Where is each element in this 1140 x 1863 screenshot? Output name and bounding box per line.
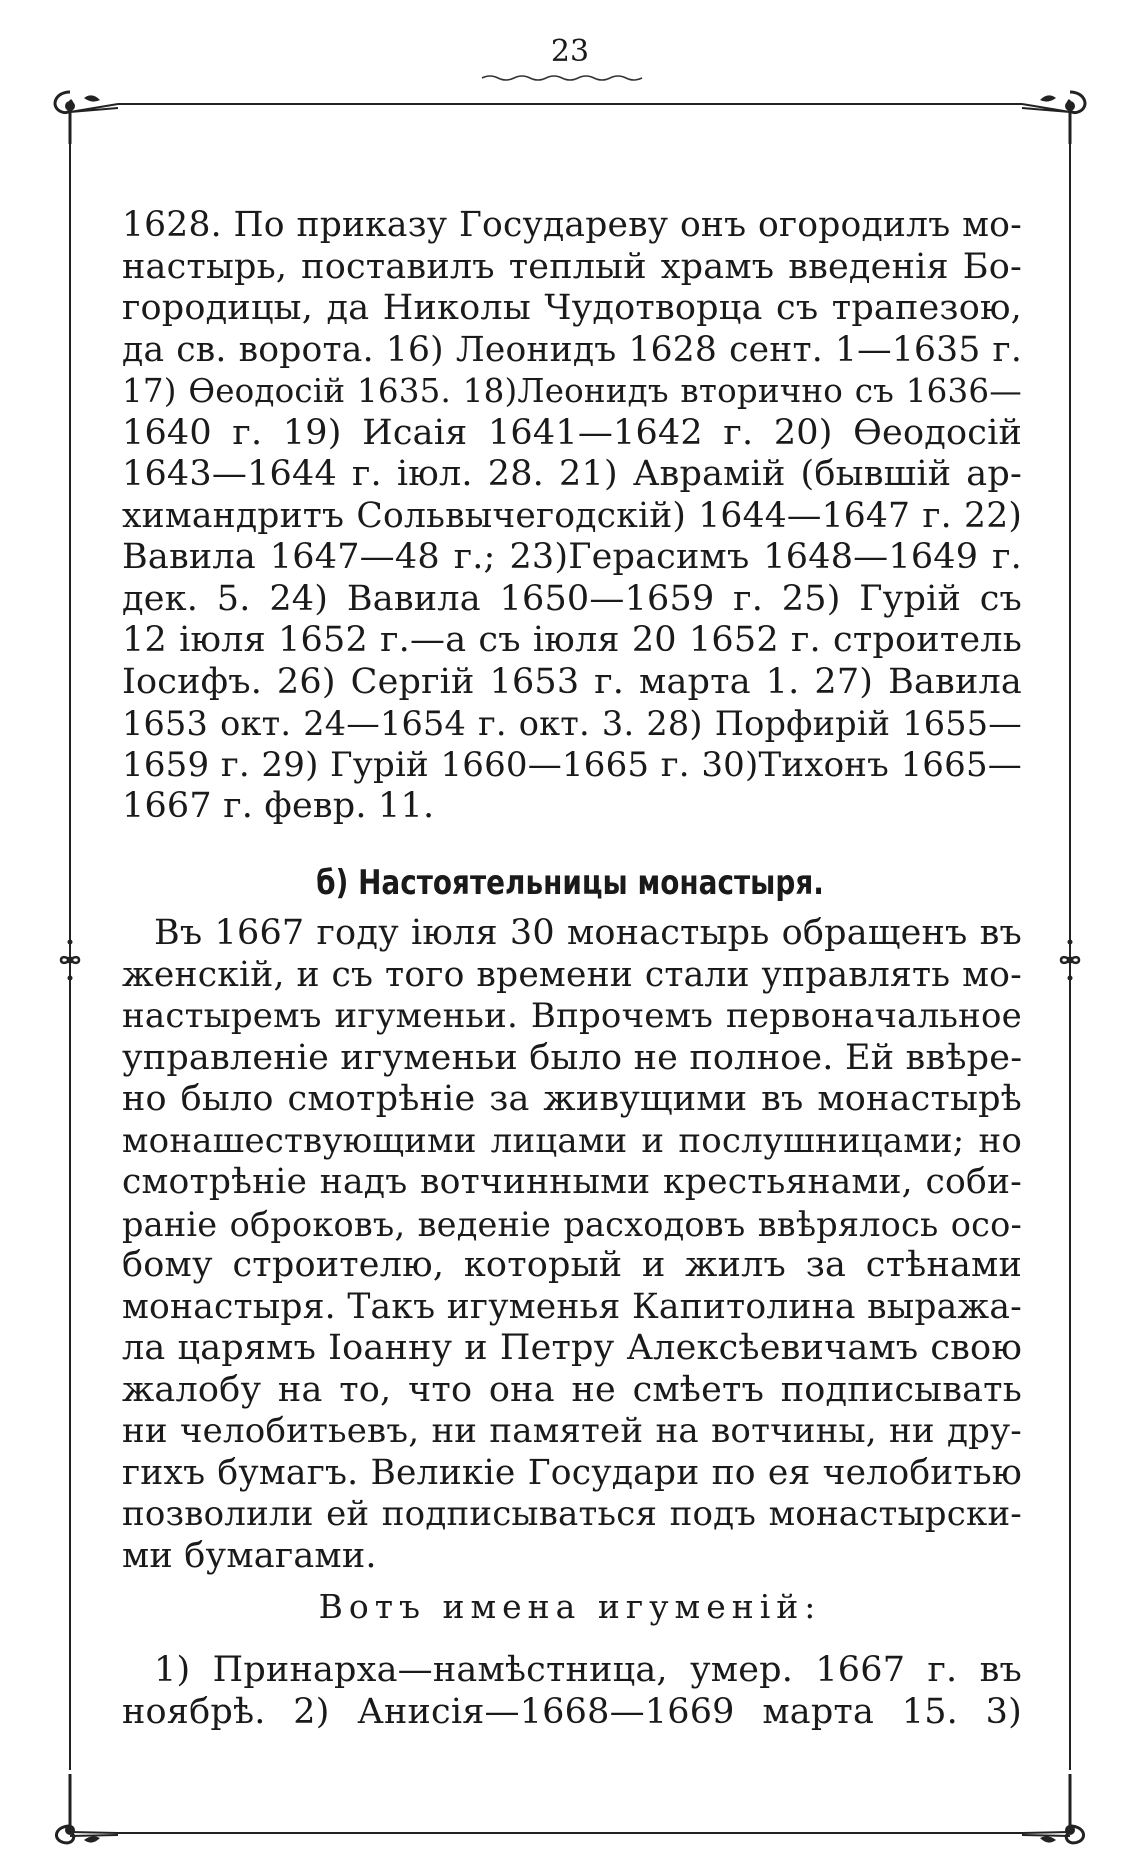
text-line: настырь, поставилъ теплый храмъ введенія Бо- (122, 246, 1022, 287)
text-line: монастыря. Такъ игуменья Капитолина выража- (122, 1286, 1022, 1327)
corner-ornament-bottom-right-icon (1016, 1770, 1096, 1850)
text-line: жалобу на то, что она не смѣетъ подписывать (122, 1369, 1022, 1410)
text-line: 1628. По приказу Государеву онъ огородилъ мо- (122, 205, 1022, 245)
text-line: ла царямъ Іоанну и Петру Алексѣевичамъ свою (122, 1328, 1022, 1368)
text-line: Въ 1667 году іюля 30 монастырь обращенъ въ (154, 913, 1022, 953)
text-line: 1643—1644 г. іюл. 28. 21) Аврамій (бывшій ар- (122, 454, 1022, 494)
text-line: городицы, да Николы Чудотворца съ трапезою, (122, 288, 1022, 328)
text-line: химандритъ Сольвычегодскій) 1644—1647 г. 22) (122, 495, 1022, 536)
section-heading-abbesses: б) Настоятельницы монастыря. (316, 863, 824, 903)
text-line: дек. 5. 24) Вавила 1650—1659 г. 25) Гурій съ (122, 578, 1022, 619)
text-line: женскій, и съ того времени стали управлять мо- (122, 954, 1022, 995)
text-line: 1640 г. 19) Исаія 1641—1642 г. 20) Өеодосій (122, 412, 1022, 453)
text-line: но было смотрѣніе за живущими въ монастырѣ (122, 1079, 1022, 1119)
text-line: позволили ей подписываться подъ монастырски- (122, 1494, 1022, 1534)
text-line: ни челобитьевъ, ни памятей на вотчины, ни дру- (122, 1411, 1022, 1451)
side-flourish-left-icon (54, 930, 86, 990)
text-line: смотрѣніе надъ вотчинными крестьянами, соби- (122, 1162, 1022, 1202)
section-heading-abbess-names: Вотъ имена игуменій: (318, 1587, 822, 1626)
text-line: 1659 г. 29) Гурій 1660—1665 г. 30)Тихонъ 1665— (122, 744, 1022, 785)
abbesses-paragraph (122, 913, 1022, 1577)
text-line: гихъ бумагъ. Великіе Государи по ея челобитью (122, 1452, 1022, 1493)
page-number: 23 (550, 34, 590, 69)
text-line: управленіе игуменьи было не полное. Ей ввѣре- (122, 1037, 1023, 1078)
text-line: 1) Принарха—намѣстница, умер. 1667 г. въ (154, 1650, 1022, 1690)
text-line: раніе оброковъ, веденіе расходовъ ввѣрялось осо- (122, 1204, 1022, 1244)
text-line: 17) Өеодосій 1635. 18)Леонидъ вторично съ 1636— (122, 372, 1022, 410)
corner-ornament-top-right-icon (1016, 82, 1096, 146)
side-flourish-right-icon (1054, 930, 1086, 990)
text-line: бому строителю, который и жилъ за стѣнами (122, 1245, 1022, 1285)
text-line: Вавила 1647—48 г.; 23)Герасимъ 1648—1649 г. (122, 537, 1022, 577)
text-line: 1667 г. февр. 11. (122, 786, 435, 826)
corner-ornament-top-left-icon (44, 82, 124, 146)
text-line: да св. ворота. 16) Леонидъ 1628 сент. 1—1635 г. (122, 329, 1022, 370)
text-line: 1653 окт. 24—1654 г. окт. 3. 28) Порфирій 1655— (122, 704, 1022, 743)
abbess-names-list (122, 1650, 1022, 1733)
text-line: ноябрѣ. 2) Анисія—1668—1669 марта 15. 3) (122, 1691, 1022, 1732)
text-line: ми бумагами. (122, 1535, 377, 1576)
abbots-list-paragraph (122, 205, 1022, 828)
text-line: настыремъ игуменьи. Впрочемъ первоначальное (122, 996, 1022, 1036)
corner-ornament-bottom-left-icon (44, 1770, 124, 1850)
text-line: монашествующими лицами и послушницами; но (122, 1120, 1022, 1161)
text-line: 12 іюля 1652 г.—а съ іюля 20 1652 г. строитель (122, 620, 1022, 660)
text-line: Іосифъ. 26) Сергій 1653 г. марта 1. 27) Вавила (122, 661, 1022, 702)
